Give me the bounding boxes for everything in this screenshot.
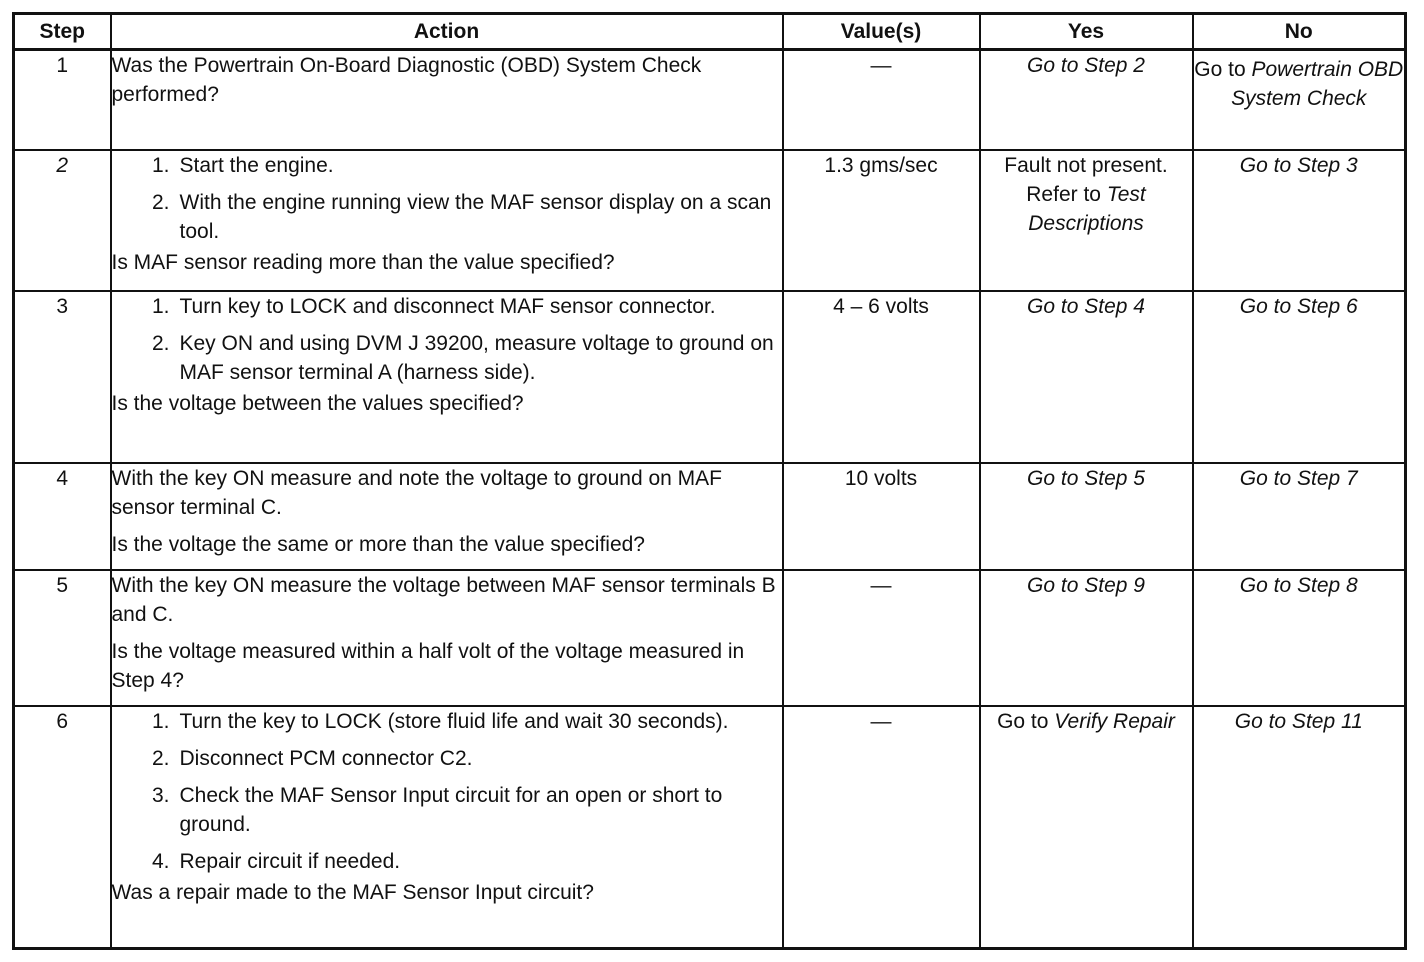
action-question: Is the voltage the same or more than the value specified? [111, 532, 645, 556]
yes-link[interactable]: Go to Step 9 [1027, 573, 1145, 597]
value-cell: 10 volts [783, 463, 980, 570]
header-yes: Yes [980, 14, 1193, 50]
action-cell [111, 50, 783, 150]
no-prefix: Go to [1194, 58, 1246, 81]
value-cell: 1.3 gms/sec [783, 150, 980, 291]
action-step: 1. Start the engine. [151, 153, 334, 177]
yes-cell [980, 291, 1193, 463]
header-no: No [1193, 14, 1406, 50]
action-steps [112, 707, 782, 876]
yes-link[interactable]: Verify Repair [1054, 709, 1175, 733]
step-number: 1 [14, 50, 111, 150]
action-step: 2. Key ON and using DVM J 39200, measure voltage to ground on MAF sensor terminal A (harness side). [151, 331, 774, 384]
action-question: Was a repair made to the MAF Sensor Input circuit? [111, 880, 594, 904]
yes-cell [980, 706, 1193, 949]
no-link[interactable]: Go to Step 11 [1234, 709, 1363, 733]
value-cell: 4 – 6 volts [783, 291, 980, 463]
step-number: 3 [14, 291, 111, 463]
no-cell [1193, 291, 1406, 463]
yes-prefix: Fault not present. Refer to [1004, 153, 1168, 206]
action-cell [111, 150, 783, 291]
header-values: Value(s) [783, 14, 980, 50]
no-cell [1193, 570, 1406, 706]
action-steps [112, 151, 782, 246]
action-question: Is MAF sensor reading more than the value specified? [111, 250, 615, 274]
table-row [14, 50, 1406, 150]
action-cell [111, 463, 783, 570]
header-action: Action [111, 14, 783, 50]
table-row [14, 570, 1406, 706]
table-row [14, 463, 1406, 570]
no-link[interactable]: Go to Step 8 [1239, 573, 1358, 597]
action-question: Is the voltage measured within a half volt of the voltage measured in Step 4? [111, 639, 745, 692]
value-cell: — [783, 50, 980, 150]
table-row [14, 706, 1406, 949]
action-text: With the key ON measure and note the voltage to ground on MAF sensor terminal C. [111, 466, 722, 519]
yes-link[interactable]: Go to Step 2 [1027, 54, 1145, 77]
action-cell [111, 291, 783, 463]
no-cell [1193, 50, 1406, 150]
action-text: Was the Powertrain On-Board Diagnostic (OBD) System Check performed? [111, 54, 702, 106]
action-step: 4. Repair circuit if needed. [151, 849, 401, 873]
yes-cell [980, 463, 1193, 570]
yes-cell [980, 50, 1193, 150]
action-step: 1. Turn the key to LOCK (store fluid life and wait 30 seconds). [151, 709, 729, 733]
action-cell [111, 706, 783, 949]
action-step: 1. Turn key to LOCK and disconnect MAF sensor connector. [151, 294, 716, 318]
no-link[interactable]: Go to Step 7 [1239, 466, 1358, 490]
yes-prefix: Go to [997, 709, 1049, 733]
step-number: 6 [14, 706, 111, 949]
action-cell [111, 570, 783, 706]
action-step: 2. Disconnect PCM connector C2. [151, 746, 473, 770]
no-link[interactable]: Go to Step 3 [1239, 153, 1358, 177]
yes-cell [980, 150, 1193, 291]
no-cell [1193, 463, 1406, 570]
header-row [14, 14, 1406, 50]
action-question: Is the voltage between the values specified? [111, 391, 524, 415]
yes-cell [980, 570, 1193, 706]
header-step: Step [14, 14, 111, 50]
action-step: 3. Check the MAF Sensor Input circuit for an open or short to ground. [151, 783, 723, 836]
step-number: 2 [14, 150, 111, 291]
no-cell [1193, 706, 1406, 949]
yes-link[interactable]: Go to Step 5 [1027, 466, 1145, 490]
table-row [14, 291, 1406, 463]
step-number: 5 [14, 570, 111, 706]
action-steps [112, 292, 782, 387]
value-cell: — [783, 706, 980, 949]
step-number: 4 [14, 463, 111, 570]
action-text: With the key ON measure the voltage between MAF sensor terminals B and C. [111, 573, 776, 626]
no-link[interactable]: Powertrain OBD System Check [1231, 58, 1404, 110]
no-link[interactable]: Go to Step 6 [1239, 294, 1358, 318]
no-cell [1193, 150, 1406, 291]
table-row [14, 150, 1406, 291]
yes-link[interactable]: Go to Step 4 [1027, 294, 1145, 318]
yes-link[interactable]: Test Descriptions [1028, 182, 1146, 235]
value-cell: — [783, 570, 980, 706]
diagnostic-table [12, 12, 1407, 950]
action-step: 2. With the engine running view the MAF sensor display on a scan tool. [151, 190, 772, 243]
